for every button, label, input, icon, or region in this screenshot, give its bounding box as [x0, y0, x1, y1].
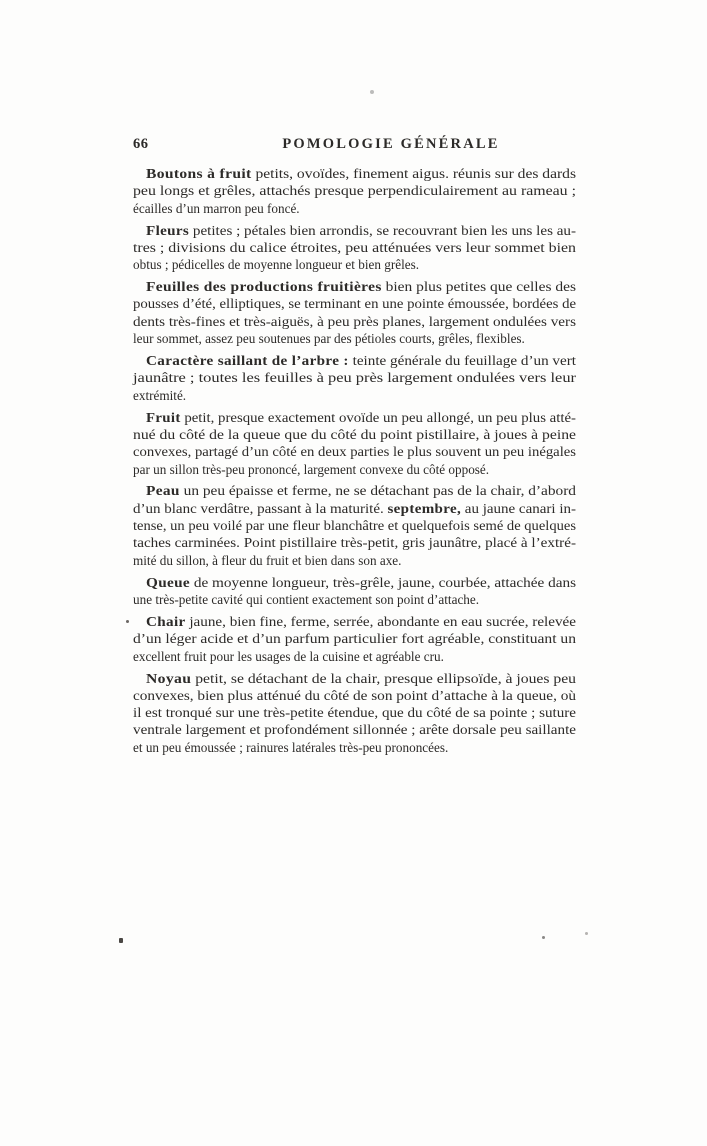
text-line	[133, 591, 576, 608]
text-line	[133, 239, 576, 256]
line-text: ventrale largement et profondément sillonnée ; arête dorsale peu saillante	[133, 722, 576, 738]
text-line-content	[146, 352, 576, 369]
text-line-content	[133, 369, 576, 386]
line-text: au jaune canari in-	[461, 500, 576, 516]
line-text: peu longs et grêles, attachés presque perpendiculairement au rameau ;	[133, 183, 576, 199]
text-line-content	[133, 704, 576, 721]
body-text	[133, 165, 576, 756]
line-text: jaunâtre ; toutes les feuilles à peu près largement ondulées vers leur	[133, 370, 576, 386]
line-text: nué du côté de la queue que du côté du point pistillaire, à joues à peine	[133, 426, 576, 442]
lead-word: Chair	[146, 613, 186, 629]
lead-word: Peau	[146, 483, 180, 499]
line-text: une très-petite cavité qui contient exactement son point d’attache.	[133, 591, 480, 607]
text-line-content	[146, 482, 576, 499]
text-line	[133, 313, 576, 330]
text-line-content	[146, 613, 576, 630]
line-text: obtus ; pédicelles de moyenne longueur et bien grêles.	[133, 257, 420, 273]
text-line-content	[133, 443, 576, 460]
text-line	[133, 534, 576, 551]
text-line	[133, 721, 576, 738]
text-line	[133, 500, 576, 517]
text-line-content	[133, 387, 186, 404]
line-text: par un sillon très-peu prononcé, largement convexe du côté opposé.	[133, 461, 490, 477]
text-line	[133, 426, 576, 443]
line-text: teinte générale du feuillage d’un vert	[348, 353, 576, 369]
line-text: jaune, bien fine, ferme, serrée, abondante en eau sucrée, relevée	[185, 613, 577, 629]
line-text: petits, ovoïdes, finement aigus. réunis sur des dards	[251, 166, 576, 181]
text-line-content	[133, 295, 576, 312]
line-text: et un peu émoussée ; rainures latérales très-peu prononcées.	[133, 739, 449, 755]
text-line-content	[133, 426, 576, 443]
text-line-content	[146, 574, 576, 591]
paragraph-fruit	[133, 409, 576, 478]
text-line	[133, 165, 576, 182]
line-text: dents très-fines et très-aiguës, à peu près planes, largement ondulées vers	[133, 313, 576, 329]
scan-speck	[370, 90, 374, 94]
scan-speck	[585, 932, 588, 935]
paragraph-peau	[133, 482, 576, 568]
line-text: tres ; divisions du calice étroites, peu atténuées vers leur sommet bien	[133, 239, 576, 255]
text-line	[133, 461, 576, 478]
paragraph-chair	[133, 613, 576, 665]
text-line	[133, 630, 576, 647]
text-line-content	[133, 500, 576, 517]
text-line	[133, 278, 576, 295]
text-line	[133, 648, 576, 665]
text-line-content	[133, 591, 479, 608]
line-text: petites ; pétales bien arrondis, se recouvrant bien les uns les au-	[189, 222, 576, 238]
line-text: pousses d’été, elliptiques, se terminant en une pointe émoussée, bordées de	[133, 296, 576, 312]
line-text: convexes, partagé d’un côté en deux parties le plus souvent un peu inégales	[133, 444, 576, 460]
line-text: d’un blanc verdâtre, passant à la maturité.	[133, 500, 388, 516]
text-line	[133, 295, 576, 312]
lead-word: Fruit	[146, 409, 181, 425]
text-line	[133, 687, 576, 704]
paragraph-noyau	[133, 670, 576, 756]
text-line-content	[146, 670, 576, 687]
paragraph-fleurs	[133, 222, 576, 274]
line-text: excellent fruit pour les usages de la cuisine et agréable cru.	[133, 648, 444, 664]
text-line-content	[146, 222, 576, 239]
lead-word: Noyau	[146, 670, 192, 686]
lead-word: Boutons à fruit	[146, 166, 252, 181]
text-line	[133, 222, 576, 239]
line-text: il est tronqué sur une très-petite étendue, que du côté de sa pointe ; suture	[133, 705, 576, 721]
scan-speck	[542, 936, 545, 939]
text-line	[133, 387, 576, 404]
line-text: tense, un peu voilé par une fleur blanchâtre et quelquefois semé de quelques	[133, 518, 576, 534]
text-line-content	[146, 278, 576, 295]
scan-speck	[119, 938, 123, 943]
text-line-content	[133, 552, 401, 569]
text-line	[133, 482, 576, 499]
text-line-content	[133, 630, 576, 647]
line-text: petit, se détachant de la chair, presque ellipsoïde, à joues peu	[191, 670, 576, 686]
text-line-content	[133, 534, 576, 551]
text-line	[133, 704, 576, 721]
text-line	[133, 552, 576, 569]
line-text: un peu épaisse et ferme, ne se détachant pas de la chair, d’abord	[179, 483, 576, 499]
text-line-content	[146, 165, 576, 182]
line-text: écailles d’un marron peu foncé.	[133, 200, 300, 216]
line-text: taches carminées. Point pistillaire très-petit, gris jaunâtre, placé à l’extré-	[133, 535, 576, 551]
paragraph-feuilles-des-productions-fruitieres	[133, 278, 576, 347]
running-title: POMOLOGIE GÉNÉRALE	[282, 136, 500, 152]
line-text: mité du sillon, à fleur du fruit et bien dans son axe.	[133, 552, 402, 568]
text-line	[133, 409, 576, 426]
text-line-content	[133, 517, 576, 534]
lead-word: Feuilles des productions fruitières	[146, 279, 382, 295]
page-number: 66	[133, 136, 149, 152]
line-text: de moyenne longueur, très-grêle, jaune, courbée, attachée dans	[190, 574, 577, 590]
text-line	[133, 369, 576, 386]
text-line	[133, 613, 576, 630]
text-line	[133, 443, 576, 460]
paragraph-caractere-saillant-de-l-arbre	[133, 352, 576, 404]
text-line	[133, 330, 576, 347]
text-line-content	[133, 687, 576, 704]
scan-speck	[126, 620, 129, 623]
text-line	[133, 574, 576, 591]
line-text: extrémité.	[133, 387, 187, 403]
text-line	[133, 517, 576, 534]
lead-word: Queue	[146, 574, 191, 590]
text-line	[133, 200, 576, 217]
text-line-content	[133, 648, 444, 665]
line-text: petit, presque exactement ovoïde un peu allongé, un peu plus atté-	[180, 409, 576, 425]
text-line	[133, 352, 576, 369]
lead-word: Caractère saillant de l’arbre :	[146, 353, 349, 369]
text-line-content	[133, 239, 576, 256]
lead-word: septembre,	[387, 500, 462, 516]
paragraph-boutons-a-fruit	[133, 165, 576, 217]
text-line-content	[133, 461, 489, 478]
text-line-content	[133, 200, 300, 217]
text-line-content	[133, 721, 576, 738]
text-line	[133, 670, 576, 687]
text-line-content	[133, 182, 576, 199]
text-line-content	[133, 256, 419, 273]
text-line-content	[133, 313, 576, 330]
text-line-content	[133, 739, 448, 756]
line-text: d’un léger acide et d’un parfum particulier fort agréable, constituant un	[133, 631, 576, 647]
line-text: convexes, bien plus atténué du côté de son point d’attache à la queue, où	[133, 687, 576, 703]
text-line	[133, 256, 576, 273]
text-line-content	[133, 330, 525, 347]
line-text: bien plus petites que celles des	[381, 279, 576, 295]
text-line-content	[146, 409, 576, 426]
line-text: leur sommet, assez peu soutenues par des pétioles courts, grêles, flexibles.	[133, 331, 525, 347]
paragraph-queue	[133, 574, 576, 609]
lead-word: Fleurs	[146, 222, 190, 238]
text-line	[133, 739, 576, 756]
text-line	[133, 182, 576, 199]
